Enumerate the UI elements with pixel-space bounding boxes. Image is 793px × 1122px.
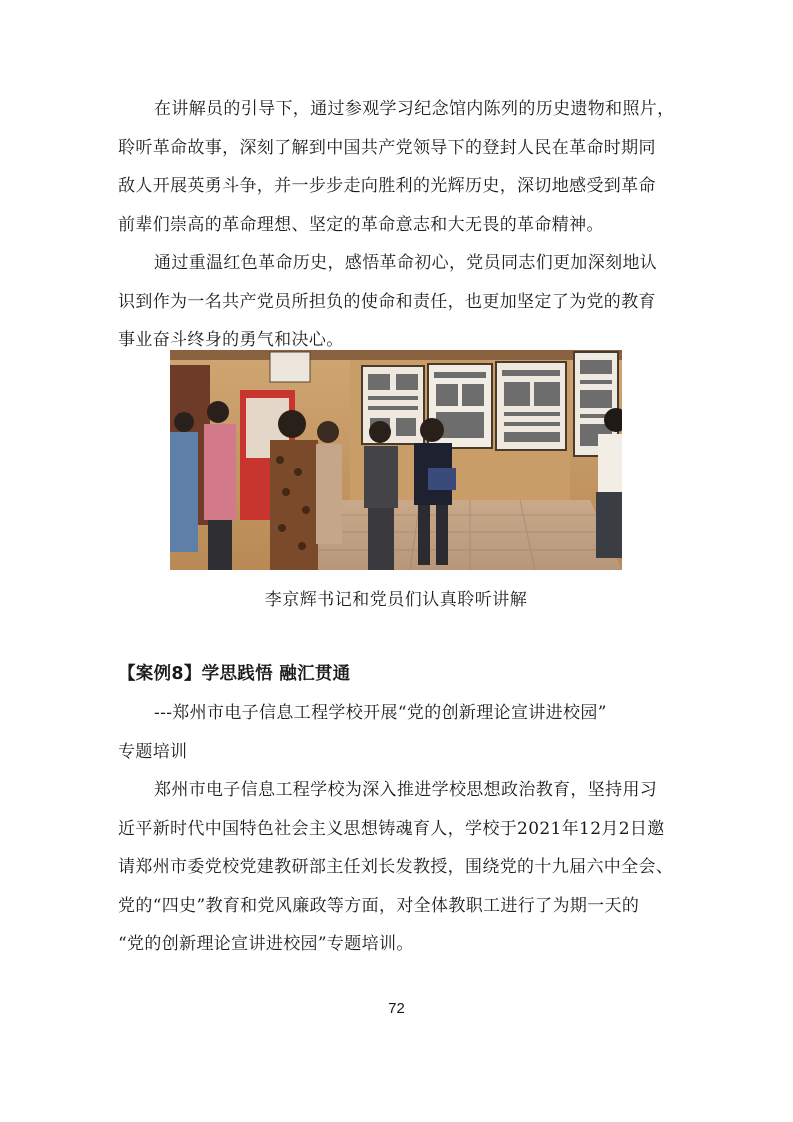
text-line: 聆听革命故事，深刻了解到中国共产党领导下的登封人民在革命时期同 (118, 137, 656, 158)
text-line: 在讲解员的引导下，通过参观学习纪念馆内陈列的历史遗物和照片， (154, 99, 675, 119)
text-line: 事业奋斗终身的勇气和决心。 (118, 330, 344, 350)
case-subtitle (118, 694, 710, 771)
text-line: ---郑州市电子信息工程学校开展“党的创新理论宣讲进校园” (154, 703, 607, 723)
case-heading: 【案例8】学思践悟 融汇贯通 (118, 664, 351, 684)
text-line: 敌人开展英勇斗争，并一步步走向胜利的光辉历史，深切地感受到革命 (118, 176, 656, 196)
text-line: 近平新时代中国特色社会主义思想铸魂育人，学校于2021年12月2日邀 (118, 818, 665, 839)
text-line: 党的“四史”教育和党风廉政等方面，对全体教职工进行了为期一天的 (118, 895, 640, 916)
photo-caption: 李京辉书记和党员们认真聆听讲解 (264, 590, 528, 610)
text-line: 识到作为一名共产党员所担负的使命和责任，也更加坚定了为党的教育 (118, 291, 656, 312)
text-line: 郑州市电子信息工程学校为深入推进学校思想政治教育，坚持用习 (154, 780, 658, 800)
text-line: “党的创新理论宣讲进校园”专题培训。 (118, 934, 414, 954)
intro-paragraph-1 (118, 90, 710, 244)
text-line: 请郑州市委党校党建教研部主任刘长发教授，围绕党的十九届六中全会、 (118, 857, 674, 877)
text-line: 前辈们崇高的革命理想、坚定的革命意志和大无畏的革命精神。 (118, 214, 604, 235)
museum-visit-photo (170, 350, 622, 570)
intro-paragraph-2 (118, 244, 710, 360)
museum-visit-illustration (170, 350, 622, 570)
text-line: 专题培训 (118, 741, 188, 762)
text-line: 通过重温红色革命历史，感悟革命初心，党员同志们更加深刻地认 (154, 253, 658, 273)
case-body-paragraph (118, 771, 710, 964)
page-number: 72 (388, 1000, 405, 1017)
